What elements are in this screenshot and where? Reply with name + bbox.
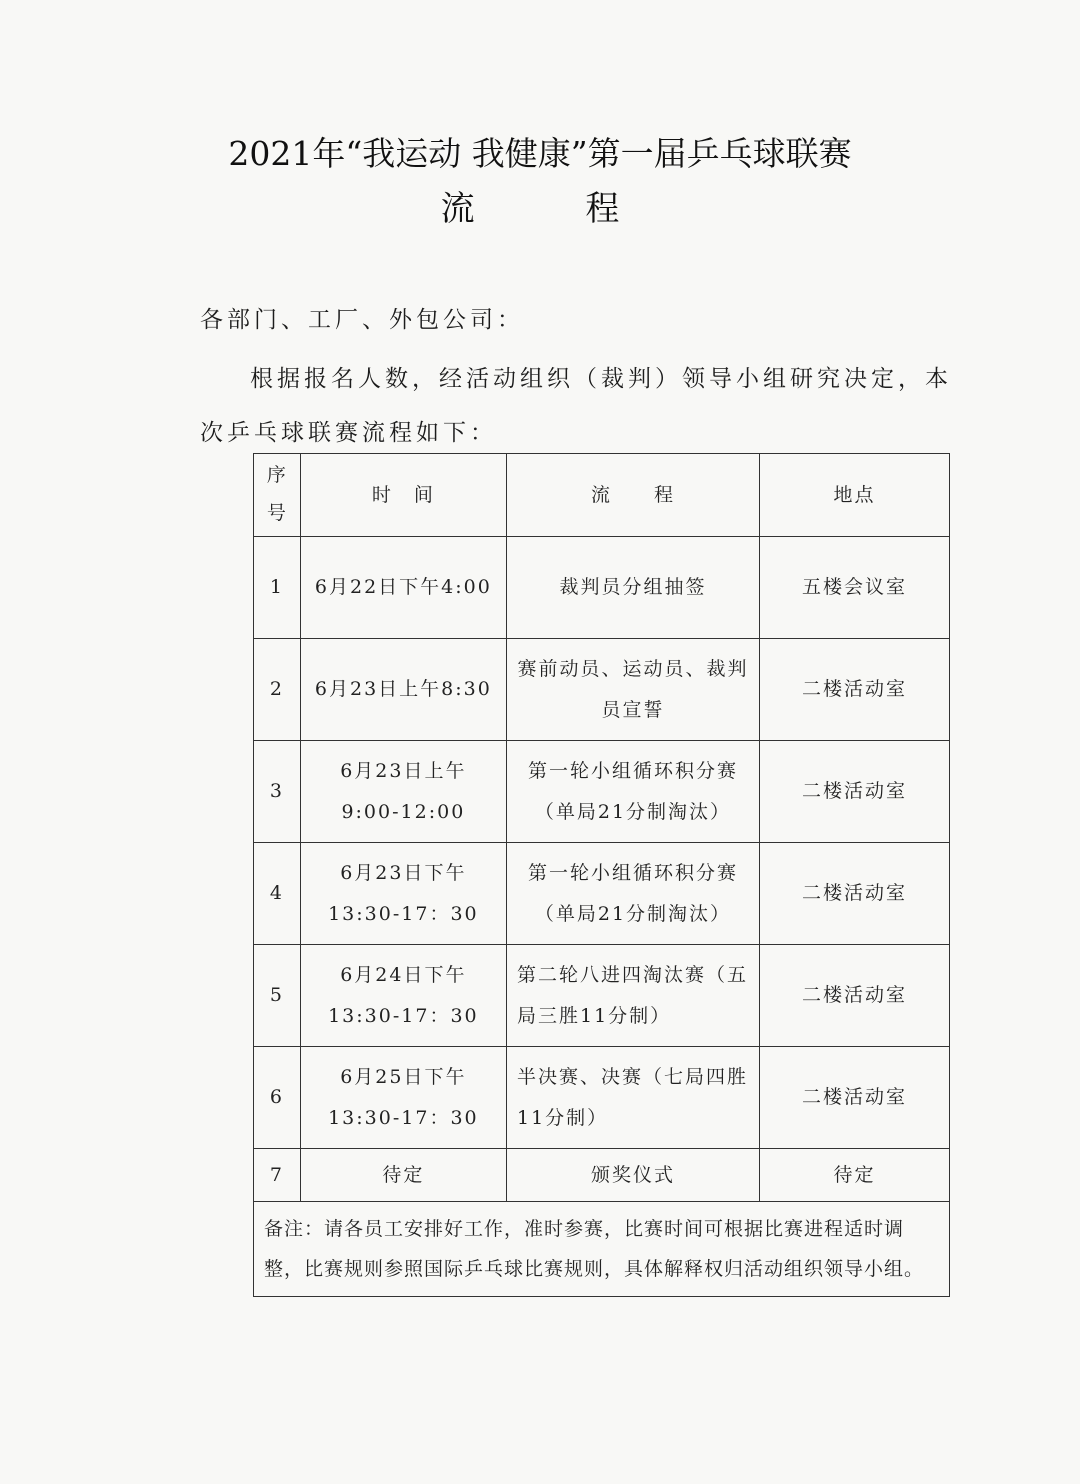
header-num xyxy=(254,454,301,537)
row-num: 2 xyxy=(254,639,301,741)
table-note-row xyxy=(254,1202,950,1297)
row-process xyxy=(506,639,759,741)
document-title: 2021年“我运动 我健康”第一届乒乓球联赛 xyxy=(228,134,852,173)
salutation: 各部门、工厂、外包公司： xyxy=(200,307,524,333)
row-time-line: 13:30-17：30 xyxy=(328,902,479,925)
row-place: 待定 xyxy=(759,1149,949,1202)
row-process-line: 员宣誓 xyxy=(601,698,665,721)
row-process-line: 裁判员分组抽签 xyxy=(559,576,707,598)
row-num: 3 xyxy=(254,741,301,843)
row-place: 二楼活动室 xyxy=(759,843,949,945)
row-time-line: 6月25日下午 xyxy=(340,1065,467,1088)
schedule-table xyxy=(253,453,950,1297)
row-num: 1 xyxy=(254,537,301,639)
header-place: 地点 xyxy=(759,454,949,537)
row-time-line: 6月24日下午 xyxy=(340,963,467,986)
row-process-line: 局三胜11分制） xyxy=(516,1004,672,1027)
row-num: 4 xyxy=(254,843,301,945)
row-time xyxy=(300,1149,506,1202)
row-time xyxy=(300,1047,506,1149)
row-process xyxy=(506,537,759,639)
row-process-line: 赛前动员、运动员、裁判 xyxy=(517,657,749,680)
row-process-line: （单局21分制淘汰） xyxy=(534,800,732,823)
table-row xyxy=(254,639,950,741)
row-process-line: （单局21分制淘汰） xyxy=(534,902,732,925)
intro-paragraph: 根据报名人数，经活动组织（裁判）领导小组研究决定，本次乒乓球联赛流程如下： xyxy=(200,366,952,446)
row-time-line: 13:30-17：30 xyxy=(328,1106,479,1129)
row-time xyxy=(300,537,506,639)
row-time-line: 9:00-12:00 xyxy=(341,800,466,823)
row-time xyxy=(300,843,506,945)
row-process xyxy=(506,843,759,945)
table-row xyxy=(254,945,950,1047)
row-time-line: 6月22日下午4:00 xyxy=(314,576,492,598)
row-time-line: 6月23日上午 xyxy=(340,759,467,782)
row-num: 7 xyxy=(254,1149,301,1202)
row-num: 5 xyxy=(254,945,301,1047)
table-row xyxy=(254,843,950,945)
row-place: 二楼活动室 xyxy=(759,639,949,741)
row-process-line: 第一轮小组循环积分赛 xyxy=(527,759,738,782)
table-header-row xyxy=(254,454,950,537)
row-place: 五楼会议室 xyxy=(759,537,949,639)
row-time xyxy=(300,639,506,741)
document-subtitle: 流 程 xyxy=(440,189,670,229)
table-row xyxy=(254,537,950,639)
row-place: 二楼活动室 xyxy=(759,1047,949,1149)
row-process xyxy=(506,741,759,843)
row-process xyxy=(506,1047,759,1149)
row-process xyxy=(506,945,759,1047)
header-time: 时 间 xyxy=(300,454,506,537)
table-row xyxy=(254,1047,950,1149)
header-process: 流 程 xyxy=(506,454,759,537)
table-note: 备注：请各员工安排好工作，准时参赛，比赛时间可根据比赛进程适时调整，比赛规则参照国际乒乓球比赛规则，具体解释权归活动组织领导小组。 xyxy=(254,1202,950,1297)
row-time-line: 6月23日下午 xyxy=(340,861,467,884)
row-time-line: 13:30-17：30 xyxy=(328,1004,479,1027)
row-time xyxy=(300,741,506,843)
row-process-line: 第一轮小组循环积分赛 xyxy=(527,861,738,884)
row-process-line: 11分制） xyxy=(516,1106,609,1129)
table-row xyxy=(254,1149,950,1202)
row-time-line: 待定 xyxy=(382,1163,425,1186)
row-time-line: 6月23日上午8:30 xyxy=(314,678,492,700)
row-process xyxy=(506,1149,759,1202)
row-place: 二楼活动室 xyxy=(759,741,949,843)
row-process-line: 第二轮八进四淘汰赛（五 xyxy=(516,963,748,986)
row-process-line: 颁奖仪式 xyxy=(590,1163,675,1186)
row-process-line: 半决赛、决赛（七局四胜 xyxy=(516,1065,748,1088)
row-time xyxy=(300,945,506,1047)
header-num-label: 序号 xyxy=(266,464,288,524)
row-place: 二楼活动室 xyxy=(759,945,949,1047)
row-num: 6 xyxy=(254,1047,301,1149)
table-row xyxy=(254,741,950,843)
